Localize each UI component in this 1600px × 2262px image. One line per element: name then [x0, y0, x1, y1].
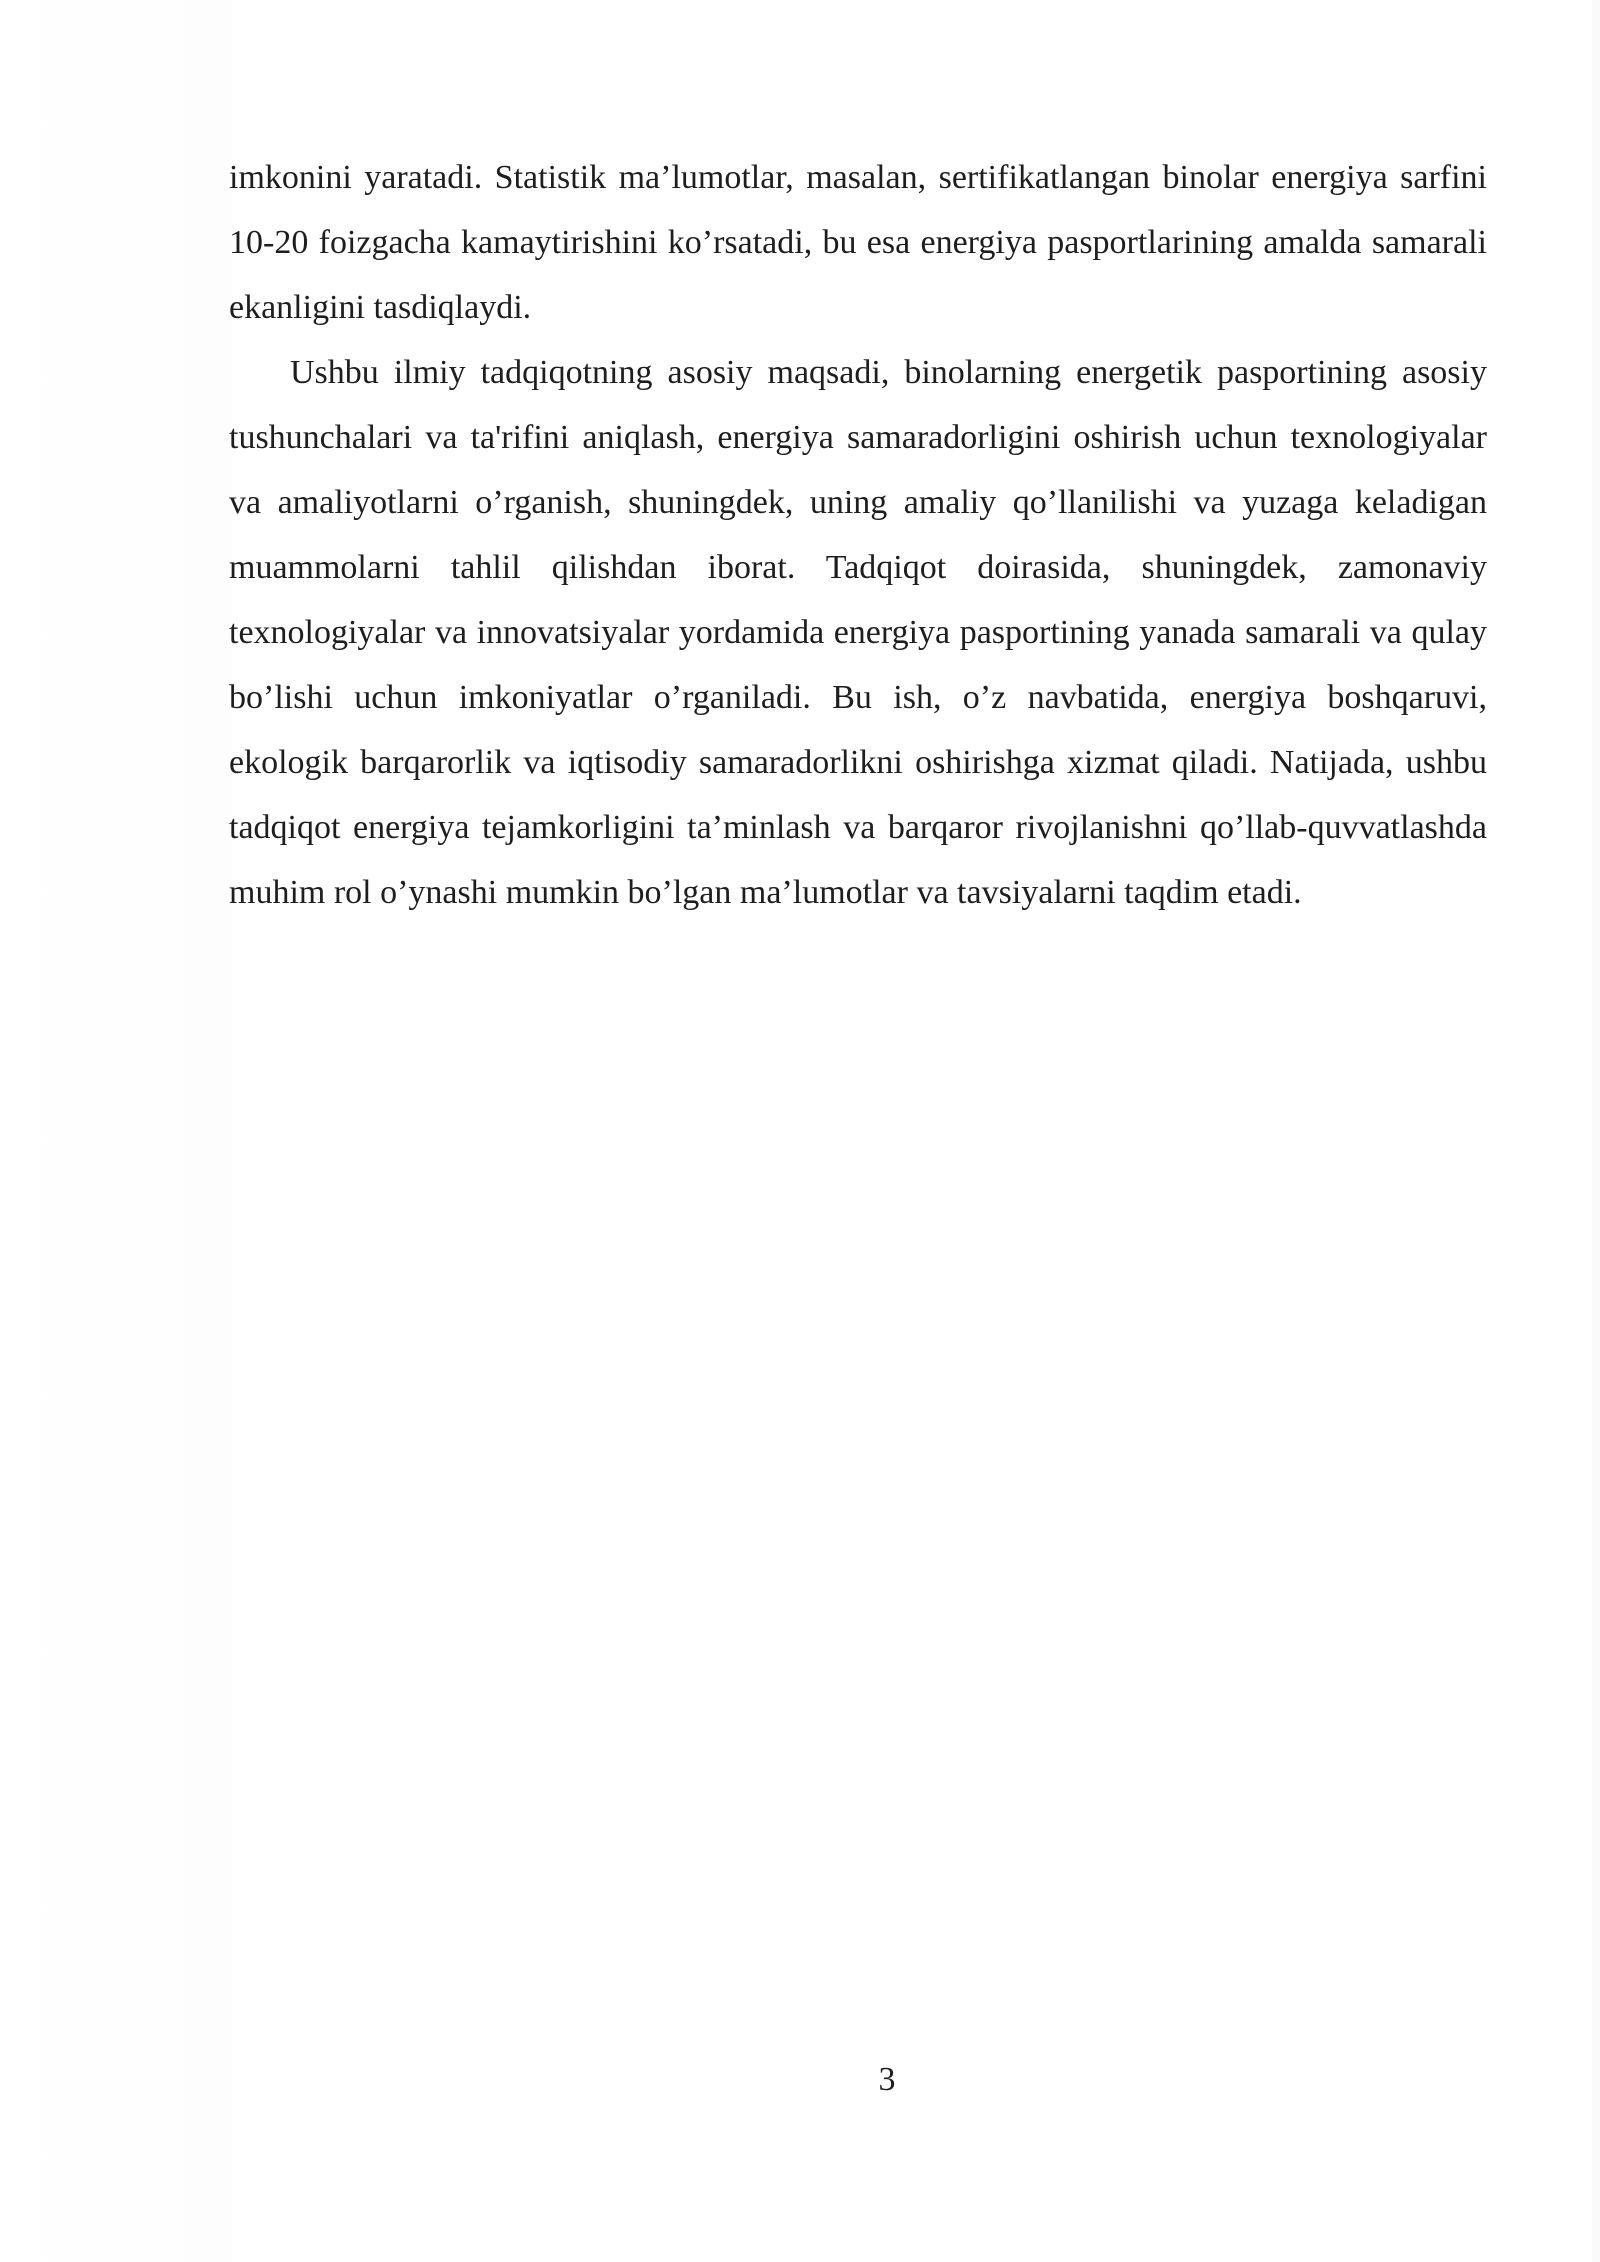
- page-number: 3: [878, 2061, 896, 2098]
- paragraph-research-goal: Ushbu ilmiy tadqiqotning asosiy maqsadi, binolarning energetik pasportining asosiy tushunchalari va ta'rifini aniqlash, energiya samaradorligini oshirish uchun texnologiyalar va amaliyotlarni o’rganish, shuningdek, uning amaliy qo’llanilishi va yuzaga keladigan muammolarni tahlil qilishdan iborat. Tadqiqot doirasida, shuningdek, zamonaviy texnologiyalar va innovatsiyalar yordamida energiya pasportining yanada samarali va qulay bo’lishi uchun imkoniyatlar o’rganiladi. Bu ish, o’z navbatida, energiya boshqaruvi, ekologik barqarorlik va iqtisodiy samaradorlikni oshirishga xizmat qiladi. Natijada, ushbu tadqiqot energiya tejamkorligini ta’minlash va barqaror rivojlanishni qo’llab-quvvatlashda muhim rol o’ynashi mumkin bo’lgan ma’lumotlar va tavsiyalarni taqdim etadi.: [229, 354, 1487, 911]
- page-margin-shade: [0, 0, 232, 2262]
- paragraph-continuation: imkonini yaratadi. Statistik ma’lumotlar, masalan, sertifikatlangan binolar energiya sarfini 10-20 foizgacha kamaytirishini ko’rsatadi, bu esa energiya pasportlarining amalda samarali ekanligini tasdiqlaydi.: [229, 159, 1487, 326]
- body-text: [229, 145, 1487, 925]
- page-edge-shade: [1592, 0, 1600, 2262]
